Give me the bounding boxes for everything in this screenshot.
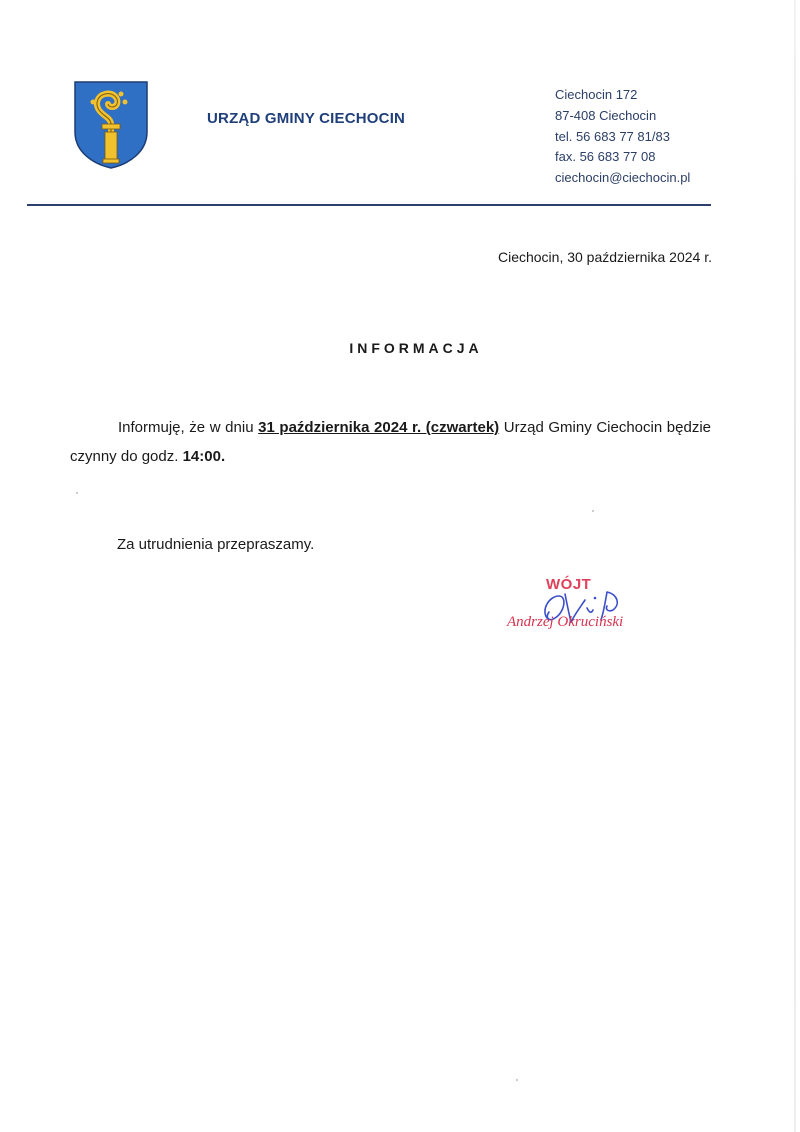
email-address: ciechocin@ciechocin.pl (555, 170, 691, 186)
scan-speck (592, 510, 594, 512)
closing-time: 14:00. (182, 448, 226, 465)
coat-of-arms-crosier-icon (73, 80, 149, 170)
scan-edge (794, 0, 796, 1132)
address-line-1: Ciechocin 172 (555, 87, 638, 102)
office-name: URZĄD GMINY CIECHOCIN (207, 110, 406, 127)
body-part-2: Urząd Gminy Ciechocin będzie czynny do godz. (70, 419, 711, 465)
document-title: INFORMACJA (349, 340, 483, 356)
closing-date: 31 października 2024 r. (czwartek) (258, 419, 500, 436)
contact-block (555, 85, 690, 189)
fax-number: fax. 56 683 77 08 (555, 149, 656, 165)
scan-speck (516, 1079, 518, 1081)
stamp-title: WÓJT (546, 576, 592, 593)
apology-line: Za utrudnienia przepraszamy. (117, 536, 315, 553)
scan-speck (76, 492, 78, 494)
phone-number: tel. 56 683 77 81/83 (555, 128, 670, 144)
document-date: Ciechocin, 30 października 2024 r. (497, 249, 712, 265)
stamp-name: Andrzej Okruciński (507, 614, 624, 630)
announcement-paragraph (70, 413, 711, 471)
header-divider (27, 204, 711, 206)
address-line-2: 87-408 Ciechocin (555, 107, 657, 123)
body-part-1: Informuję, że w dniu (118, 419, 259, 436)
